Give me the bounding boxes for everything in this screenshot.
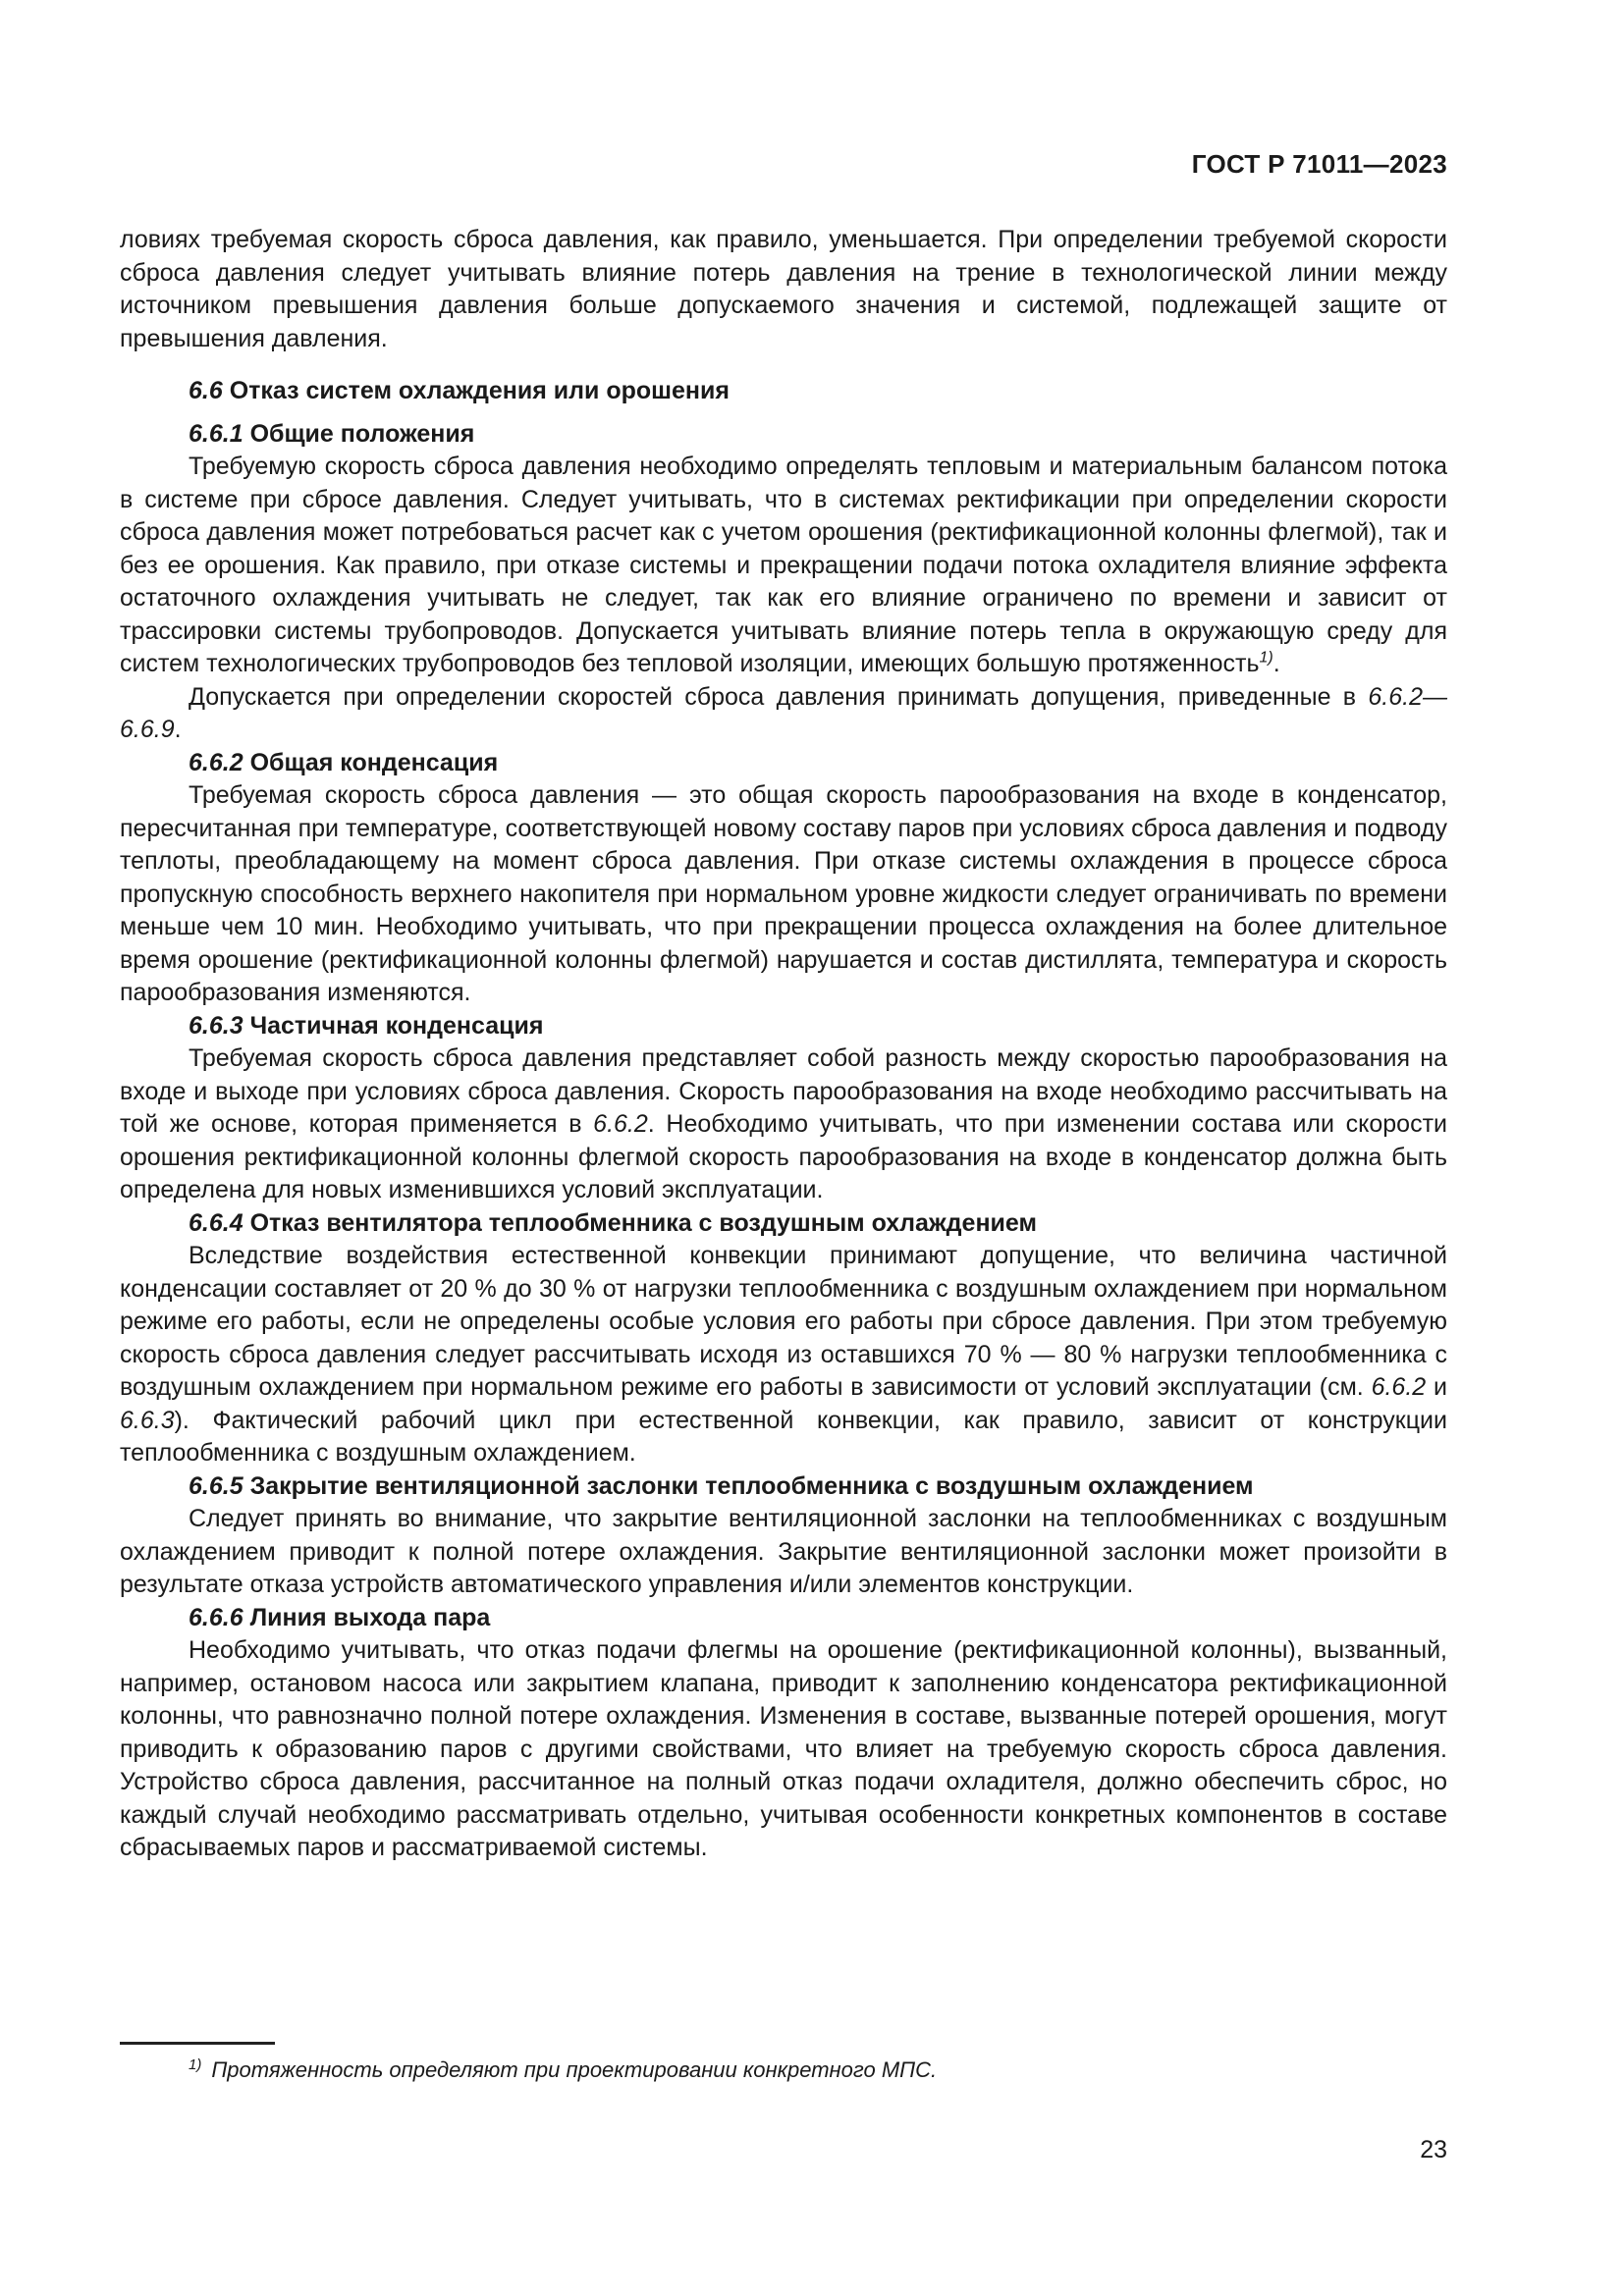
paragraph-text: Требуемая скорость сброса давления представляет собой разность между скоростью парообразования на входе и выходе при условиях сброса давления. Скорость парообразования на входе необходимо рассчитывать на той же основе, которая применяется в: [120, 1044, 1447, 1138]
section-number: 6.6.2: [189, 748, 244, 776]
section-heading-6-6-6: [120, 1602, 1447, 1635]
section-number: 6.6.4: [189, 1208, 244, 1237]
section-title: Общие положения: [249, 419, 475, 448]
paragraph-text: Требуемую скорость сброса давления необходимо определять тепловым и материальным балансом потока в системе при сбросе давления. Следует учитывать, что в системах ректификации при определении скорости сброса давления может потребоваться расчет как с учетом орошения (ректификационной колонны флегмой), так и без ее орошения. Как правило, при отказе системы и прекращении подачи потока охладителя влияние эффекта остаточного охлаждения учитывать не следует, так как его влияние ограничено по времени и зависит от трассировки системы трубопроводов. Допускается учитывать влияние потерь тепла в окружающую среду для систем технологических трубопроводов без тепловой изоляции, имеющих большую протяженность: [120, 453, 1447, 677]
paragraph-continued: ловиях требуемая скорость сброса давления, как правило, уменьшается. При определении требуемой скорости сброса давления следует учитывать влияние потерь давления на трение в технологической линии между источником превышения давления больше допускаемого значения и системой, подлежащей защите от превышения давления.: [120, 226, 1447, 352]
section-reference[interactable]: 6.6.3: [120, 1406, 175, 1434]
section-heading-6-6-2: [120, 747, 1447, 780]
paragraph-text: .: [174, 716, 182, 743]
section-title: Закрытие вентиляционной заслонки теплообменника с воздушным охлаждением: [249, 1471, 1254, 1500]
paragraph: [120, 1240, 1447, 1470]
section-heading-6-6-1: [120, 418, 1447, 452]
paragraph-text: ). Фактический рабочий цикл при естественной конвекции, как правило, зависит от конструкции теплообменника с воздушным охлаждением.: [120, 1406, 1447, 1467]
paragraph: [120, 1042, 1447, 1207]
footnote-reference[interactable]: 1): [1259, 649, 1273, 667]
section-title: Отказ вентилятора теплообменника с воздушным охлаждением: [249, 1208, 1037, 1237]
paragraph: [120, 451, 1447, 681]
section-number: 6.6.6: [189, 1603, 244, 1631]
paragraph-text: и: [1426, 1373, 1447, 1401]
footnote-mark: 1): [189, 2056, 202, 2073]
paragraph: Необходимо учитывать, что отказ подачи флегмы на орошение (ректификационной колонны), вызванный, например, остановом насоса или закрытием клапана, приводит к заполнению конденсатора ректификационной колонны, что равнозначно полной потере охлаждения. Изменения в составе, вызванные потерей орошения, могут приводить к образованию паров с другими свойствами, что влияет на требуемую скорость сброса давления. Устройство сброса давления, рассчитанное на полный отказ подачи охладителя, должно обеспечить сброс, но каждый случай необходимо рассматривать отдельно, учитывая особенности конкретных компонентов в составе сбрасываемых паров и рассматриваемой системы.: [120, 1636, 1447, 1861]
section-reference[interactable]: 6.6.2: [1371, 1373, 1427, 1401]
section-title: Частичная конденсация: [249, 1011, 544, 1040]
paragraph-text: . Необходимо учитывать, что при изменении состава или скорости орошения ректификационной колонны флегмой скорость парообразования на входе в конденсатор должна быть определена для новых изменившихся условий эксплуатации.: [120, 1110, 1447, 1203]
page-number: 23: [1420, 2136, 1447, 2163]
section-heading-6-6-5: [120, 1470, 1447, 1504]
paragraph-text: Допускается при определении скоростей сброса давления принимать допущения, приведенные в: [189, 682, 1369, 711]
document-header: ГОСТ Р 71011—2023: [1191, 149, 1447, 179]
paragraph: [120, 681, 1447, 747]
document-page: [120, 0, 1447, 2296]
section-heading-6-6: [120, 375, 1447, 408]
footnote-divider: [120, 2042, 275, 2045]
section-reference[interactable]: 6.6.2—6.6.9: [120, 682, 1447, 743]
paragraph-text: .: [1272, 650, 1280, 677]
section-heading-6-6-3: [120, 1010, 1447, 1043]
footnote-text: Протяженность определяют при проектировании конкретного МПС.: [211, 2057, 938, 2082]
paragraph-text: Вследствие воздействия естественной конвекции принимают допущение, что величина частичной конденсации составляет от 20 % до 30 % от нагрузки теплообменника с воздушным охлаждением при нормальном режиме его работы, если не определены особые условия его работы при сбросе давления. При этом требуемую скорость сброса давления следует рассчитывать исходя из оставшихся 70 % — 80 % нагрузки теплообменника с воздушным охлаждением при нормальном режиме его работы в зависимости от условий эксплуатации (см.: [120, 1242, 1447, 1401]
section-number: 6.6.5: [189, 1471, 244, 1500]
section-title: Линия выхода пара: [249, 1603, 491, 1631]
section-number: 6.6.1: [189, 419, 244, 448]
section-heading-6-6-4: [120, 1207, 1447, 1241]
section-reference[interactable]: 6.6.2: [593, 1110, 648, 1138]
section-number: 6.6.3: [189, 1011, 244, 1040]
section-number: 6.6: [189, 377, 223, 404]
paragraph: Следует принять во внимание, что закрытие вентиляционной заслонки на теплообменниках с воздушным охлаждением приводит к полной потере охлаждения. Закрытие вентиляционной заслонки может произойти в результате отказа устройств автоматического управления и/или элементов конструкции.: [120, 1505, 1447, 1598]
document-body: [120, 224, 1447, 1865]
paragraph: Требуемая скорость сброса давления — это общая скорость парообразования на входе в конденсатор, пересчитанная при температуре, соответствующей новому составу паров при условиях сброса давления и подводу теплоты, преобладающему на момент сброса давления. При отказе системы охлаждения в процессе сброса пропускную способность верхнего накопителя при нормальном уровне жидкости следует ограничивать по времени меньше чем 10 мин. Необходимо учитывать, что при прекращении процесса охлаждения на более длительное время орошение (ректификационной колонны флегмой) нарушается и состав дистиллята, температура и скорость парообразования изменяются.: [120, 781, 1447, 1006]
footnote: [189, 2057, 937, 2083]
section-title: Отказ систем охлаждения или орошения: [229, 377, 730, 404]
section-title: Общая конденсация: [249, 748, 499, 776]
